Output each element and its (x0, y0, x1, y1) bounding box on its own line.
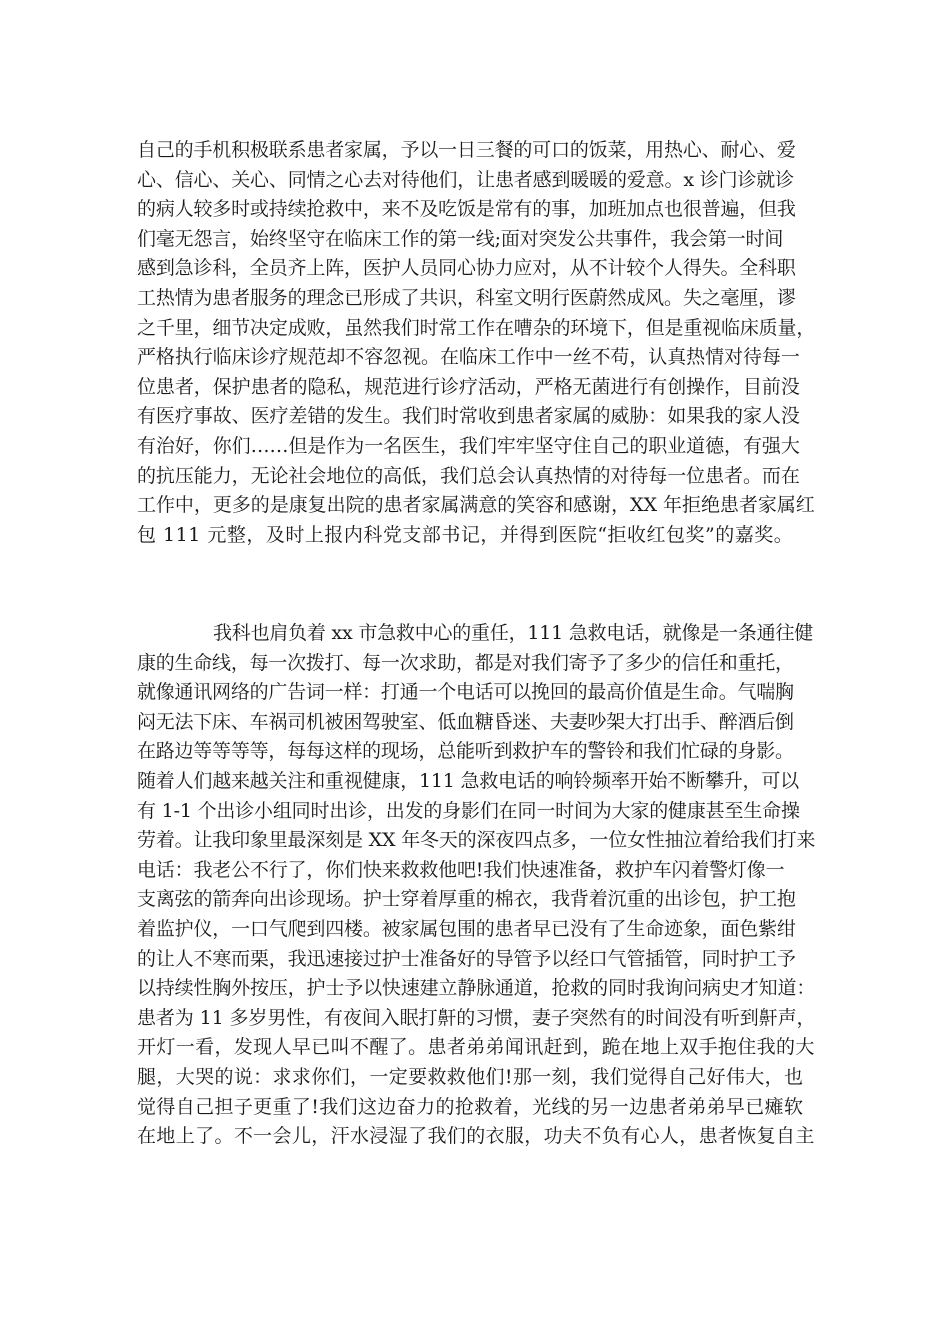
text-line: 位患者，保护患者的隐私，规范进行诊疗活动，严格无菌进行有创操作，目前没 (137, 375, 800, 398)
text-line: 的抗压能力，无论社会地位的高低，我们总会认真热情的对待每一位患者。而在 (137, 464, 800, 487)
text-line: 包 111 元整，及时上报内科党支部书记，并得到医院“拒收红包奖”的嘉奖。 (137, 523, 794, 546)
text-line: 工热情为患者服务的理念已形成了共识，科室文明行医蔚然成风。失之毫厘，谬 (137, 286, 796, 309)
text-line: 们毫无怨言，始终坚守在临床工作的第一线;面对突发公共事件，我会第一时间 (137, 227, 784, 250)
text-line: 有 1-1 个出诊小组同时出诊，出发的身影们在同一时间为大家的健康甚至生命操 (137, 799, 800, 822)
text-line: 有医疗事故、医疗差错的发生。我们时常收到患者家属的威胁：如果我的家人没 (137, 405, 800, 428)
text-line: 在路边等等等等，每每这样的现场，总能听到救护车的警铃和我们忙碌的身影。 (137, 740, 794, 763)
text-line: 的病人较多时或持续抢救中，来不及吃饭是常有的事，加班加点也很普遍，但我 (137, 198, 796, 221)
text-line: 觉得自己担子更重了!我们这边奋力的抢救着，光线的另一边患者弟弟早已瘫软 (137, 1095, 804, 1118)
paragraph-2 (137, 619, 815, 1152)
text-line: 心、信心、关心、同情之心去对待他们，让患者感到暖暖的爱意。x 诊门诊就诊 (137, 168, 794, 191)
paragraph-1 (137, 136, 815, 550)
text-line: 随着人们越来越关注和重视健康，111 急救电话的响铃频率开始不断攀升，可以 (137, 769, 799, 792)
text-line: 严格执行临床诊疗规范却不容忽视。在临床工作中一丝不苟，认真热情对待每一 (137, 346, 800, 369)
text-line: 劳着。让我印象里最深刻是 XX 年冬天的深夜四点多，一位女性抽泣着给我们打来 (137, 829, 816, 852)
text-line: 康的生命线，每一次拨打、每一次求助，都是对我们寄予了多少的信任和重托， (137, 651, 794, 674)
text-line: 着监护仪，一口气爬到四楼。被家属包围的患者早已没有了生命迹象，面色紫绀 (137, 917, 796, 940)
text-line: 之千里，细节决定成败，虽然我们时常工作在嘈杂的环境下，但是重视临床质量， (137, 316, 816, 339)
text-line: 在地上了。不一会儿，汗水浸湿了我们的衣服，功夫不负有心人，患者恢复自主 (137, 1125, 815, 1148)
text-line: 闷无法下床、车祸司机被困驾驶室、低血糖昏迷、夫妻吵架大打出手、醉酒后倒 (137, 710, 794, 733)
text-line: 腿，大哭的说：求求你们，一定要救救他们!那一刻，我们觉得自己好伟大，也 (137, 1065, 804, 1088)
text-line: 自己的手机积极联系患者家属，予以一日三餐的可口的饭菜，用热心、耐心、爱 (137, 139, 796, 161)
text-line: 工作中，更多的是康复出院的患者家属满意的笑容和感谢，XX 年拒绝患者家属红 (137, 494, 815, 517)
text-line: 开灯一看，发现人早已叫不醒了。患者弟弟闻讯赶到，跪在地上双手抱住我的大 (137, 1036, 815, 1059)
text-line: 感到急诊科，全员齐上阵，医护人员同心协力应对，从不计较个人得失。全科职 (137, 257, 796, 280)
text-line: 有治好，你们……但是作为一名医生，我们牢牢坚守住自己的职业道德，有强大 (137, 434, 800, 457)
text-line: 支离弦的箭奔向出诊现场。护士穿着厚重的棉衣，我背着沉重的出诊包，护工抱 (137, 888, 796, 911)
text-line: 患者为 11 多岁男性，有夜间入眠打鼾的习惯，妻子突然有的时间没有听到鼾声， (137, 1006, 816, 1029)
text-line: 的让人不寒而栗，我迅速接过护士准备好的导管予以经口气管插管，同时护工予 (137, 947, 796, 970)
text-line: 电话：我老公不行了，你们快来救救他吧!我们快速准备，救护车闪着警灯像一 (137, 858, 785, 881)
text-line: 以持续性胸外按压，护士予以快速建立静脉通道，抢救的同时我询问病史才知道： (137, 977, 816, 1000)
text-line-indented: 我科也肩负着 xx 市急救中心的重任，111 急救电话，就像是一条通往健 (213, 622, 814, 644)
text-line: 就像通讯网络的广告词一样：打通一个电话可以挽回的最高价值是生命。气喘胸 (137, 681, 794, 704)
